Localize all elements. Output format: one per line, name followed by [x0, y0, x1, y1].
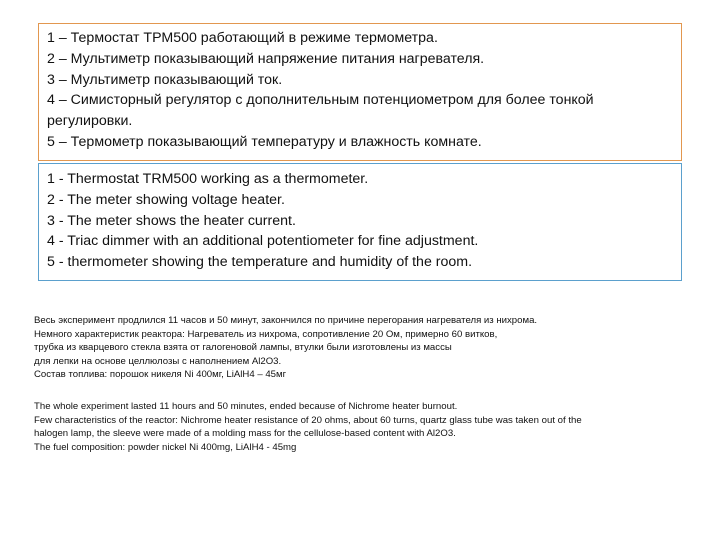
- legend-ru-item-4: 4 – Симисторный регулятор с дополнительным потенциометром для более тонкой регулировки.: [47, 92, 594, 130]
- note-ru-line: Немного характеристик реактора: Нагреватель из нихрома, сопротивление 20 Ом, примерно 60 витков,: [34, 328, 498, 340]
- note-ru-line: для лепки на основе целлюлозы с наполнением Al2O3.: [34, 355, 282, 367]
- legend-en-item-4: 4 - Triac dimmer with an additional potentiometer for fine adjustment.: [47, 233, 479, 250]
- experiment-notes-russian: [34, 314, 694, 382]
- legend-ru-item-5: 5 – Термометр показывающий температуру и влажность комнате.: [47, 133, 482, 150]
- note-en-line: halogen lamp, the sleeve were made of a molding mass for the cellulose-based content with Al2O3.: [34, 428, 456, 440]
- legend-en-item-3: 3 - The meter shows the heater current.: [47, 212, 296, 229]
- note-ru-line: Состав топлива: порошок никеля Ni 400мг, LiAlH4 – 45мг: [34, 369, 287, 381]
- legend-box-english: [38, 163, 682, 281]
- note-en-line: Few characteristics of the reactor: Nichrome heater resistance of 20 ohms, about 60 turns, quartz glass tube was taken out of the: [34, 414, 582, 426]
- experiment-notes-english: [34, 400, 694, 454]
- note-en-line: The whole experiment lasted 11 hours and 50 minutes, ended because of Nichrome heater burnout.: [34, 401, 458, 412]
- note-ru-line: трубка из кварцевого стекла взята от галогеновой лампы, втулки были изготовлены из массы: [34, 342, 452, 354]
- legend-ru-item-2: 2 – Мультиметр показывающий напряжение питания нагревателя.: [47, 50, 485, 67]
- legend-en-item-2: 2 - The meter showing voltage heater.: [47, 191, 285, 208]
- legend-box-russian: [38, 23, 682, 161]
- note-en-line: The fuel composition: powder nickel Ni 400mg, LiAlH4 - 45mg: [34, 441, 297, 453]
- legend-ru-item-3: 3 – Мультиметр показывающий ток.: [47, 71, 283, 88]
- legend-ru-item-1: 1 – Термостат ТРМ500 работающий в режиме термометра.: [47, 30, 438, 46]
- legend-en-item-1: 1 - Thermostat TRM500 working as a thermometer.: [47, 171, 369, 187]
- legend-en-item-5: 5 - thermometer showing the temperature and humidity of the room.: [47, 254, 473, 271]
- note-ru-line: Весь эксперимент продлился 11 часов и 50 минут, закончился по причине перегорания нагревателя из нихрома.: [34, 315, 538, 326]
